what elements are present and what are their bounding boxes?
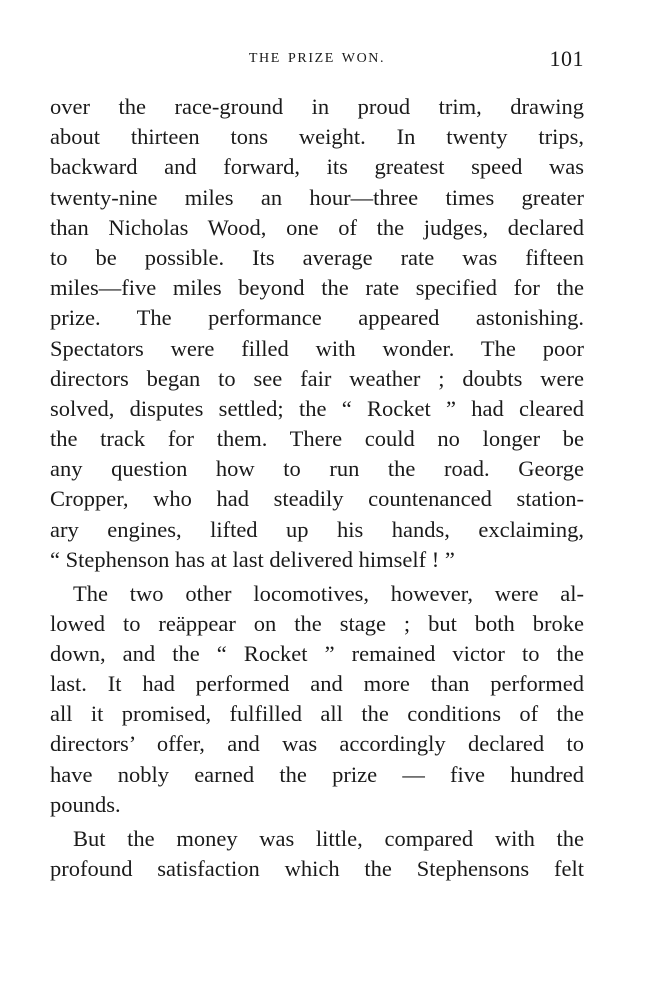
text-line: ary engines, lifted up his hands, exclaiming, <box>50 516 584 542</box>
running-title: THE PRIZE WON. <box>248 51 386 66</box>
text-line: last. It had performed and more than performed <box>50 671 584 697</box>
text-line: Spectators were filled with wonder. The poor <box>50 335 584 361</box>
text-line: “ Stephenson has at last delivered himself ! ” <box>50 546 455 572</box>
text-line: directors began to see fair weather ; doubts were <box>50 365 584 391</box>
text-line: over the race-ground in proud trim, drawing <box>50 94 584 119</box>
running-head <box>50 46 584 76</box>
text-line: about thirteen tons weight. In twenty trips, <box>50 124 584 150</box>
text-line: any question how to run the road. George <box>50 456 584 482</box>
text-line: directors’ offer, and was accordingly declared to <box>50 731 584 757</box>
text-line: pounds. <box>50 791 121 817</box>
text-line: backward and forward, its greatest speed was <box>50 154 584 180</box>
text-line: lowed to reäppear on the stage ; but both broke <box>50 610 584 636</box>
text-line: twenty-nine miles an hour—three times greater <box>50 184 584 210</box>
text-line: have nobly earned the prize — five hundred <box>50 761 584 787</box>
paragraph-3 <box>50 824 584 884</box>
body-text <box>50 92 584 884</box>
text-line: down, and the “ Rocket ” remained victor to the <box>50 640 584 666</box>
text-line: prize. The performance appeared astonishing. <box>50 305 584 331</box>
paragraph-1 <box>50 92 584 575</box>
text-line: The two other locomotives, however, were al- <box>73 580 584 606</box>
text-line: Cropper, who had steadily countenanced station- <box>50 486 584 512</box>
text-line: But the money was little, compared with the <box>73 825 584 851</box>
text-line: profound satisfaction which the Stephensons felt <box>50 855 584 881</box>
text-line: than Nicholas Wood, one of the judges, declared <box>50 214 584 240</box>
text-line: solved, disputes settled; the “ Rocket ” had cleared <box>50 395 584 421</box>
text-line: all it promised, fulfilled all the conditions of the <box>50 701 584 727</box>
text-line: miles—five miles beyond the rate specified for the <box>50 275 584 301</box>
text-line: to be possible. Its average rate was fifteen <box>50 244 584 270</box>
text-line: the track for them. There could no longer be <box>50 426 584 452</box>
page-number: 101 <box>549 46 584 71</box>
paragraph-2 <box>50 579 584 821</box>
